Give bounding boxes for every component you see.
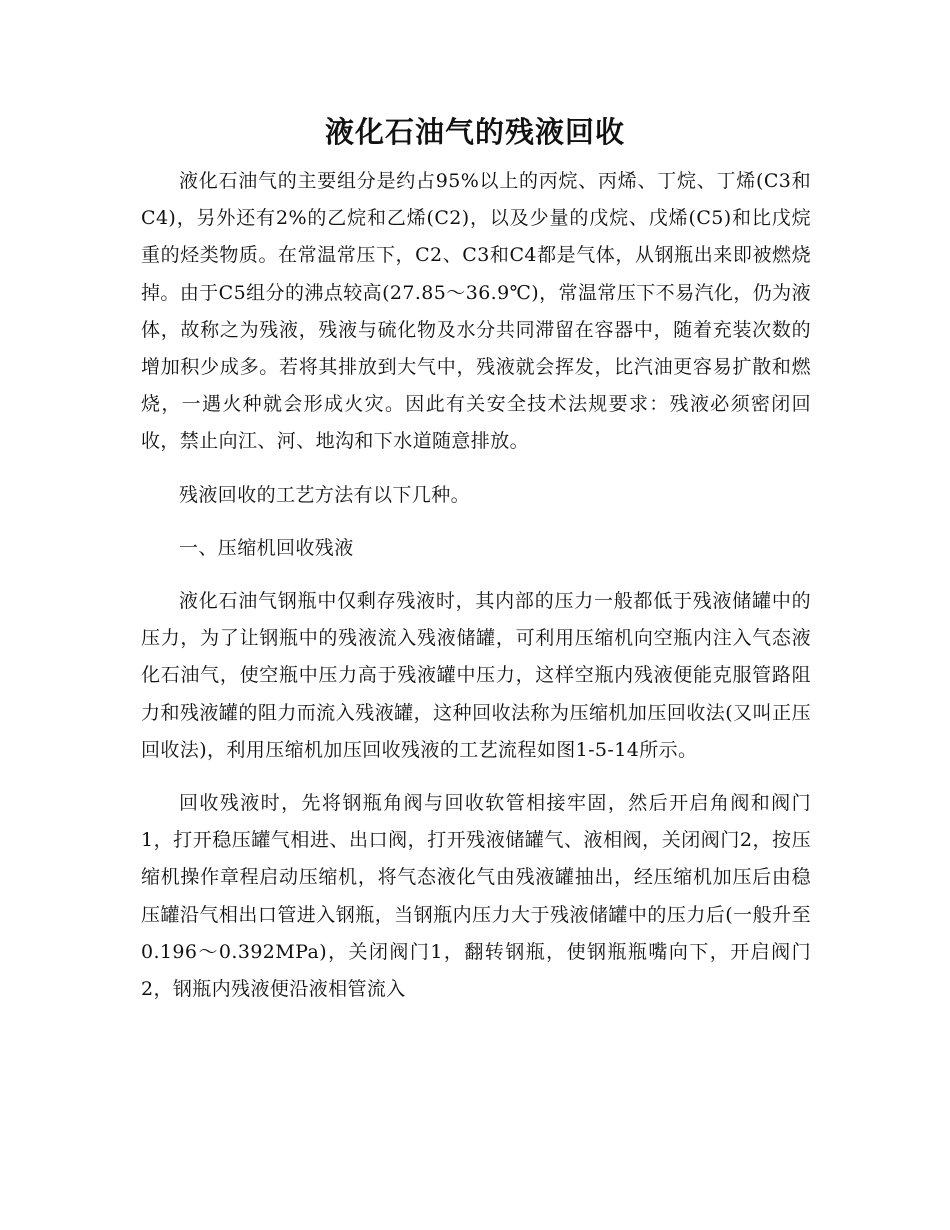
- section-heading-compressor: 一、压缩机回收残液: [179, 536, 354, 559]
- document-title: 液化石油气的残液回收: [324, 115, 625, 149]
- paragraph-compressor-procedure: 回收残液时，先将钢瓶角阀与回收软管相接牢固，然后开启角阀和阀门1，打开稳压罐气相进、出口阀，打开残液储罐气、液相阀，关闭阀门2，按压缩机操作章程启动压缩机，将气态液化气由残液罐抽出，经压缩机加压后由稳压罐沿气相出口管进入钢瓶，当钢瓶内压力大于残液储罐中的压力后(一般升至0.196～0.392MPa)，关闭阀门1，翻转钢瓶，使钢瓶瓶嘴向下，开启阀门2，钢瓶内残液便沿液相管流入: [141, 792, 811, 1001]
- document-body: [141, 163, 811, 1024]
- paragraph-composition: 液化石油气的主要组分是约占95%以上的丙烷、丙烯、丁烷、丁烯(C3和C4)，另外还有2%的乙烷和乙烯(C2)，以及少量的戊烷、戊烯(C5)和比戊烷重的烃类物质。在常温常压下，C2、C3和C4都是气体，从钢瓶出来即被燃烧掉。由于C5组分的沸点较高(27.85～36.9℃)，常温常压下不易汽化，仍为液体，故称之为残液，残液与硫化物及水分共同滞留在容器中，随着充装次数的增加积少成多。若将其排放到大气中，残液就会挥发，比汽油更容易扩散和燃烧，一遇火种就会形成火灾。因此有关安全技术法规要求：残液必须密闭回收，禁止向江、河、地沟和下水道随意排放。: [141, 170, 811, 453]
- paragraph-methods-intro: 残液回收的工艺方法有以下几种。: [179, 483, 471, 506]
- paragraph-compressor-principle: 液化石油气钢瓶中仅剩存残液时，其内部的压力一般都低于残液储罐中的压力，为了让钢瓶中的残液流入残液储罐，可利用压缩机向空瓶内注入气态液化石油气，使空瓶中压力高于残液罐中压力，这样空瓶内残液便能克服管路阻力和残液罐的阻力而流入残液罐，这种回收法称为压缩机加压回收法(又叫正压回收法)，利用压缩机加压回收残液的工艺流程如图1-5-14所示。: [141, 590, 811, 761]
